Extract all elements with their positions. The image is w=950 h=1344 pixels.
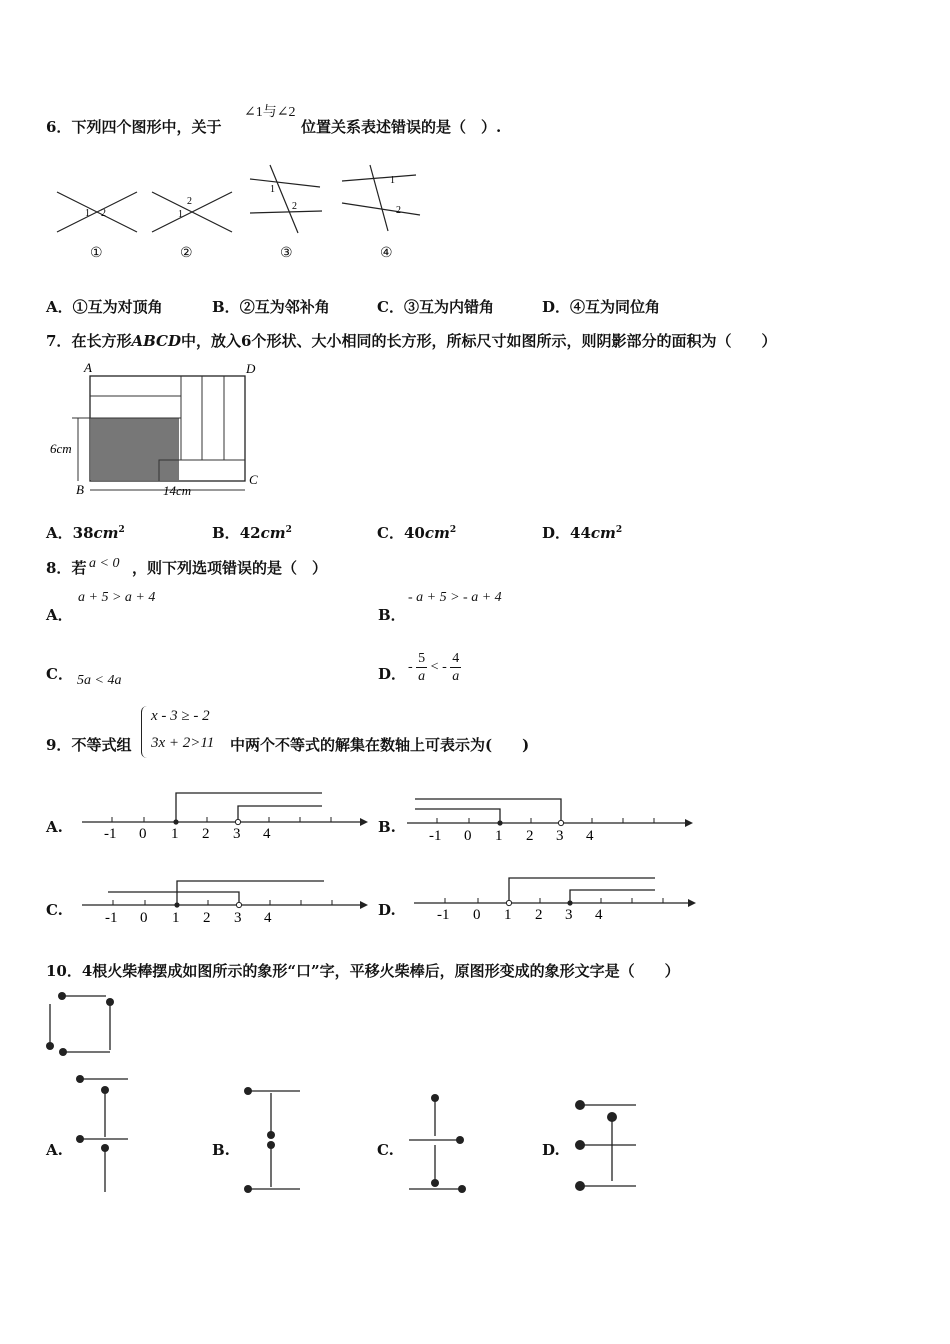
q10-option-a-figure [72,1072,134,1197]
svg-text:-1: -1 [104,826,117,842]
height-label: 6cm [50,441,72,456]
q7-option-d[interactable]: D．$44cm^2$ [542,524,623,542]
open-endpoint [235,819,240,824]
svg-text:0: 0 [139,826,147,842]
svg-text:4: 4 [595,907,603,923]
svg-text:2: 2 [526,828,534,844]
svg-text:4: 4 [263,826,271,842]
q9-option-c-letter[interactable]: C. [46,901,63,919]
match-head [101,1144,109,1152]
q6-prefix: 下列四个图形中，关于 [71,118,222,136]
svg-text:-1: -1 [105,910,118,926]
q9-option-d-numberline [412,870,702,925]
svg-text:0: 0 [140,910,148,926]
q10-option-c-figure [404,1088,474,1198]
svg-text:3: 3 [234,910,242,926]
match-head [76,1135,84,1143]
q7-option-b[interactable]: B．$42cm^2$ [212,524,292,542]
svg-text:2: 2 [202,826,210,842]
match-head [106,998,114,1006]
open-endpoint [558,820,563,825]
q10-option-c-letter[interactable]: C. [377,1141,394,1159]
q6-figure-4 [340,163,425,235]
vertex-label-d: D [246,361,256,376]
q9-option-d-letter[interactable]: D. [378,901,396,919]
angle-label: 2 [396,205,401,216]
q10-option-d-figure [570,1095,642,1195]
q9-option-a-numberline [80,788,370,843]
ticks [112,817,331,822]
angle-label: 1 [390,175,395,186]
match-head [244,1185,252,1193]
match-head [431,1094,439,1102]
vertex-label-a: A [84,360,92,375]
match-head [58,992,66,1000]
q7-option-c[interactable]: C．$40cm^2$ [377,524,457,542]
q6-figure-2 [150,188,235,238]
q8-option-b-expr: - a + 5 > - a + 4 [408,590,502,605]
svg-text:3: 3 [565,907,573,923]
angle-label: 2 [292,201,297,212]
q6-figure-label-1: ① [90,245,103,261]
q8-option-c-letter[interactable]: C． [46,665,73,683]
q6-figure-label-3: ③ [280,245,293,261]
angle-label: 1 [178,209,183,220]
svg-text:1: 1 [171,826,179,842]
q6-option-d[interactable]: D．④互为同位角 [542,298,661,316]
q6-stem [46,116,221,137]
ticks [113,900,332,905]
svg-text:4: 4 [586,828,594,844]
solid-endpoint [173,819,178,824]
match-head [46,1042,54,1050]
svg-text:-1: -1 [437,907,450,923]
width-label: 14cm [163,483,192,498]
angle-label: 2 [101,208,106,219]
match-head [575,1181,585,1191]
q6-figure-label-2: ② [180,245,193,261]
fraction: $\frac{5}{a}$ [418,651,426,684]
q6-figure-label-4: ④ [380,245,393,261]
match-head [101,1086,109,1094]
line [370,165,388,231]
svg-text:3: 3 [556,828,564,844]
q6-suffix: 位置关系表述错误的是（ ）. [301,118,502,136]
svg-text:4: 4 [264,910,272,926]
q9-option-a-letter[interactable]: A. [46,818,63,836]
arrowhead [685,819,693,827]
solution-ray-2 [108,892,239,905]
line [270,165,298,233]
q8-option-b-letter[interactable]: B． [378,606,406,624]
q7-stem: 7．在长方形ABCD中，放入6个形状、大小相同的长方形，所标尺寸如图所示，则阴影部分的面积为（ ） [46,332,777,350]
match-head [59,1048,67,1056]
q10-stem: 10．4根火柴棒摆成如图所示的象形“口”字，平移火柴棒后，原图形变成的象形文字是（ ） [46,962,680,980]
svg-text:-1: -1 [429,828,442,844]
q10-option-b-figure [238,1083,306,1195]
match-head [607,1112,617,1122]
q8-condition: a < 0 [89,556,120,571]
q9-stem-suffix: 中两个不等式的解集在数轴上可表示为( ) [230,736,530,754]
match-head [431,1179,439,1187]
q9-option-b-numberline [405,792,695,847]
ticks [437,818,654,823]
line [250,179,320,187]
line [250,211,322,213]
solution-ray-1 [177,881,324,905]
svg-text:3: 3 [233,826,241,842]
angle-label: 1 [85,208,90,219]
q7-figure [48,360,268,500]
q7-option-a[interactable]: A．$38cm^2$ [46,524,125,542]
arrowhead [360,901,368,909]
q6-option-a[interactable]: A．①互为对顶角 [46,298,163,316]
match-head [267,1141,275,1149]
line [342,175,416,181]
q8-option-a-letter[interactable]: A． [46,606,73,624]
q8-option-c-expr: 5a < 4a [77,673,122,688]
q9-system-line-1: x - 3 ≥ - 2 [151,708,210,724]
svg-text:2: 2 [535,907,543,923]
match-head [267,1131,275,1139]
solid-endpoint [567,900,572,905]
svg-text:1: 1 [504,907,512,923]
angle-label: 2 [187,196,192,207]
arrowhead [688,899,696,907]
q9-stem-prefix: 9．不等式组 [46,736,132,754]
match-head [575,1100,585,1110]
arrowhead [360,818,368,826]
svg-text:0: 0 [464,828,472,844]
fraction: $\frac{4}{a}$ [452,651,460,684]
q8-suffix: ，则下列选项错误的是（ ） [132,559,328,577]
open-endpoint [236,902,241,907]
q6-option-b[interactable]: B．②互为邻补角 [212,298,330,316]
svg-text:0: 0 [473,907,481,923]
q8-stem: 8．若 [46,559,87,577]
svg-text:2: 2 [203,910,211,926]
open-endpoint [506,900,511,905]
match-head [575,1140,585,1150]
match-head [456,1136,464,1144]
match-head [458,1185,466,1193]
q6-angle-expr: ∠1与∠2 [244,105,296,120]
q8-option-a-expr: a + 5 > a + 4 [78,590,156,605]
solution-ray-2 [415,809,500,823]
q10-option-a-letter[interactable]: A. [46,1141,63,1159]
angle-label: 1 [270,184,275,195]
svg-text:1: 1 [495,828,503,844]
q8-option-d-expr: - $\frac{5}{a}$ < - $\frac{4}{a}$ [408,651,460,684]
q10-option-b-letter[interactable]: B. [212,1141,230,1159]
svg-text:1: 1 [172,910,180,926]
q6-figure-1 [55,188,140,238]
q6-number: 6． [46,118,72,136]
vertex-label-c: C [249,472,258,487]
match-head [244,1087,252,1095]
solid-endpoint [174,902,179,907]
q8-option-d-letter[interactable]: D． [378,665,407,683]
ticks [445,898,663,903]
q6-figure-3 [248,163,328,235]
vertex-label-b: B [76,482,84,497]
q9-option-c-numberline [80,872,370,927]
solution-ray-2 [570,890,655,903]
q6-option-c[interactable]: C．③互为内错角 [377,298,494,316]
q9-system-line-2: 3x + 2>11 [151,735,215,751]
solid-endpoint [497,820,502,825]
match-head [76,1075,84,1083]
solution-ray-2 [238,806,322,822]
shaded-region-part [91,418,159,480]
q10-option-d-letter[interactable]: D. [542,1141,560,1159]
q10-original-figure [44,990,119,1058]
q9-option-b-letter[interactable]: B. [378,818,396,836]
